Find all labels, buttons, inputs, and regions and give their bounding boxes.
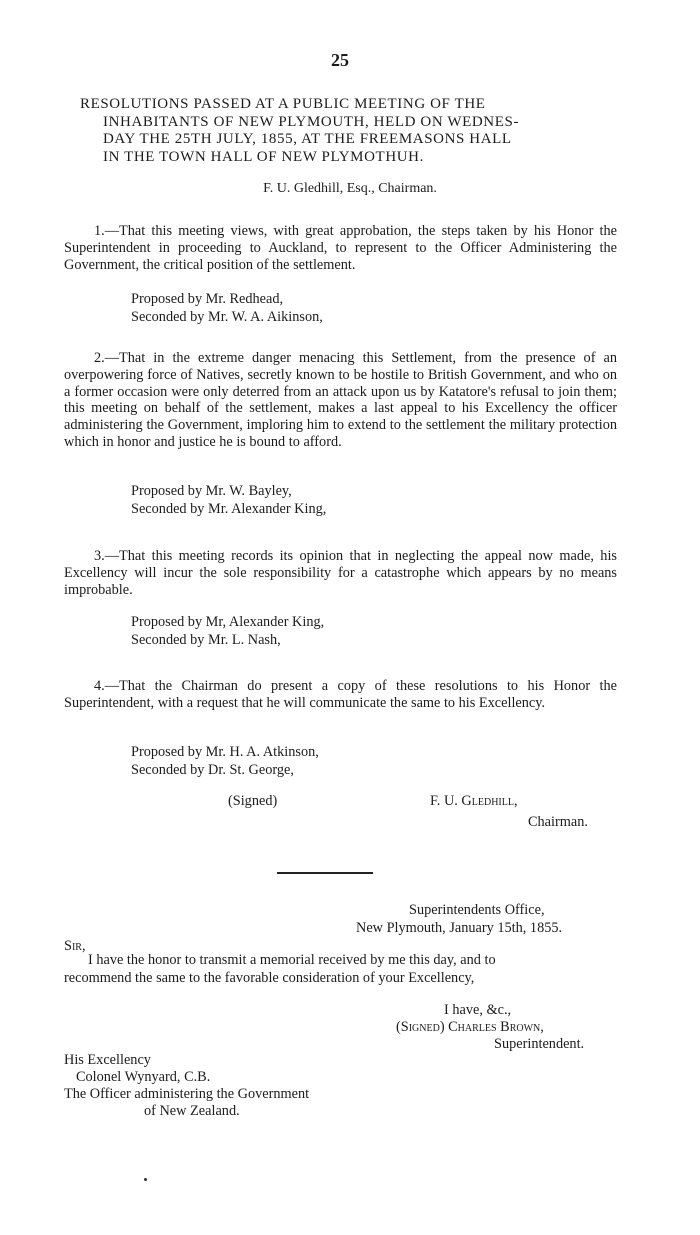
signed-title: Chairman.	[528, 814, 588, 830]
resolution-text: 1.—That this meeting views, with great approbation, the steps taken by his Honor the Superintendent in proceeding to Auckland, to represent to the Officer Administering the Government, the critical position of the settlement.	[64, 223, 617, 273]
resolution-2	[64, 350, 617, 451]
letter-closing: I have, &c.,	[444, 1002, 512, 1018]
letter-salutation: Sir,	[64, 938, 86, 954]
proposed-by: Proposed by Mr. Redhead,	[131, 291, 284, 307]
print-speck	[144, 1178, 147, 1181]
resolution-1-proposers	[131, 291, 323, 326]
resolution-text: 4.—That the Chairman do present a copy of these resolutions to his Honor the Superintendent, with a request that he will communicate the same to his Excellency.	[64, 678, 617, 711]
seconded-by: Seconded by Mr. L. Nash,	[131, 631, 281, 648]
signed-label: (Signed)	[228, 793, 278, 809]
letter-body-line: I have the honor to transmit a memorial received by me this day, and to	[88, 952, 496, 968]
letter-signer-title: Superintendent.	[494, 1036, 585, 1052]
resolution-4-proposers	[131, 744, 319, 779]
letter-body-line: recommend the same to the favorable consideration of your Excellency,	[64, 970, 475, 986]
heading-line: DAY THE 25TH JULY, 1855, AT THE FREEMASONS HALL	[103, 131, 512, 147]
proposed-by: Proposed by Mr, Alexander King,	[131, 614, 325, 630]
section-divider	[277, 872, 373, 874]
page-number: 25	[331, 50, 349, 70]
seconded-by: Seconded by Mr. Alexander King,	[131, 500, 327, 517]
heading-line: RESOLUTIONS PASSED AT A PUBLIC MEETING OF THE	[80, 96, 486, 112]
proposed-by: Proposed by Mr. W. Bayley,	[131, 483, 292, 499]
proposed-by: Proposed by Mr. H. A. Atkinson,	[131, 744, 319, 760]
heading-line: IN THE TOWN HALL OF NEW PLYMOTHUH.	[103, 148, 424, 165]
seconded-by: Seconded by Dr. St. George,	[131, 761, 294, 778]
letter-date: New Plymouth, January 15th, 1855.	[356, 920, 563, 936]
resolution-3-proposers	[131, 614, 324, 649]
resolution-text: 2.—That in the extreme danger menacing this Settlement, from the presence of an overpowering force of Natives, secretly known to be hostile to British Government, and who on a former occasion were only deterred from an attack upon us by Katatore's refusal to join them; this meeting on behalf of the settlement, makes a last appeal to his Excellency the officer administering the Government, imploring him to extend to the settlement the military protection which in honor and justice he is bound to afford.	[64, 350, 617, 450]
resolution-2-proposers	[131, 483, 326, 518]
seconded-by: Seconded by Mr. W. A. Aikinson,	[131, 308, 323, 325]
addressee-line: His Excellency	[64, 1052, 151, 1068]
resolution-1	[64, 223, 617, 273]
heading-line: INHABITANTS OF NEW PLYMOUTH, HELD ON WEDNES-	[103, 113, 520, 130]
resolution-3	[64, 548, 617, 598]
document-heading	[80, 96, 620, 166]
chairman-line: F. U. Gledhill, Esq., Chairman.	[263, 181, 437, 196]
addressee-line: The Officer administering the Government	[64, 1086, 310, 1102]
signed-name: F. U. Gledhill,	[430, 793, 518, 809]
letter-signed: (Signed) Charles Brown,	[396, 1019, 544, 1035]
resolution-4	[64, 678, 617, 712]
resolution-text: 3.—That this meeting records its opinion that in neglecting the appeal now made, his Excellency will incur the sole responsibility for a catastrophe which appears by no means improbable.	[64, 548, 617, 598]
letter-office: Superintendents Office,	[409, 902, 545, 918]
addressee-line: Colonel Wynyard, C.B.	[76, 1069, 211, 1085]
addressee-line: of New Zealand.	[144, 1103, 240, 1119]
